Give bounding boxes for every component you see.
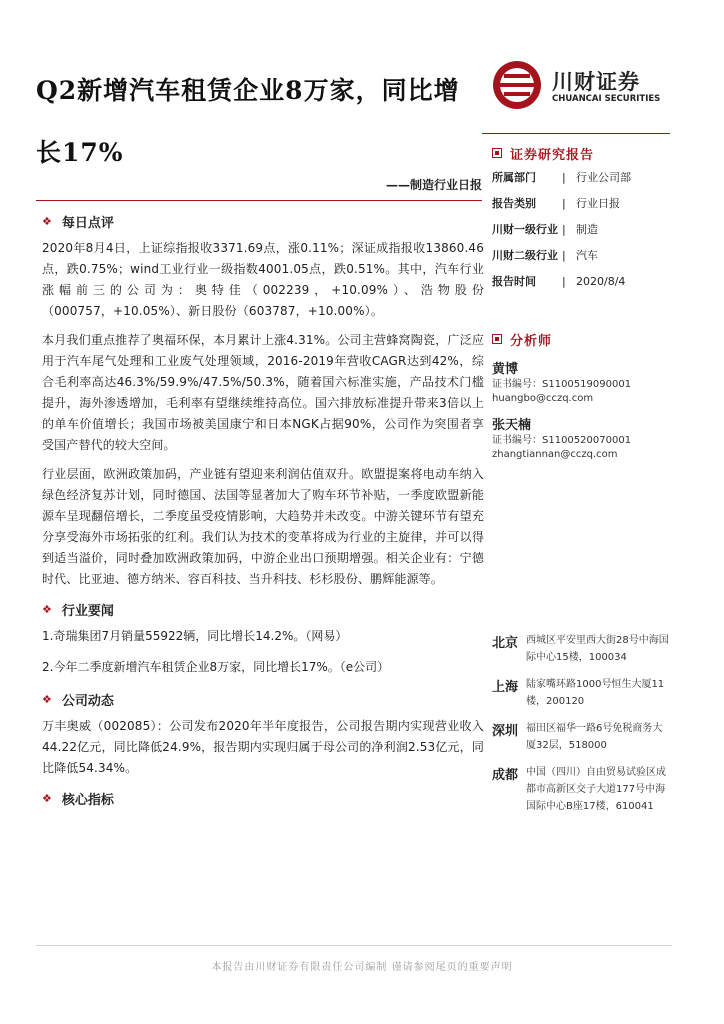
diamond-bullet-icon: ❖ (42, 692, 52, 706)
section-daily-heading (42, 210, 484, 232)
square-bullet-icon (492, 148, 502, 158)
info-row: 川财一级行业 | 制造 (492, 222, 598, 236)
diamond-bullet-icon: ❖ (42, 791, 52, 805)
analyst-cert: 证书编号：S1100520070001 (492, 435, 632, 446)
office-city: 成都 (492, 768, 519, 783)
diamond-bullet-icon: ❖ (42, 602, 52, 616)
analyst-cert: 证书编号：S1100519090001 (492, 379, 632, 390)
analyst-name: 张天楠 (492, 418, 532, 433)
analyst-email[interactable]: zhangtiannan@cczq.com (492, 449, 618, 460)
logo-chinese-text: 川财证券 (552, 70, 640, 94)
main-divider (36, 200, 482, 201)
main-content (42, 204, 484, 809)
info-row: 川财二级行业 | 汽车 (492, 248, 598, 262)
info-row: 报告类别 | 行业日报 (492, 196, 620, 210)
office-city: 深圳 (492, 724, 519, 739)
office-entry (492, 632, 672, 666)
report-subtitle: ——制造行业日报 (385, 178, 482, 192)
report-title: Q2新增汽车租赁企业8万家，同比增长17% (36, 76, 460, 167)
analyst-card (492, 414, 672, 462)
info-row: 所属部门 | 行业公司部 (492, 170, 631, 184)
company-paragraph: 万丰奥威（002085）：公司发布2020年半年度报告，公司报告期内实现营业收入44.22亿元，同比降低24.9%，报告期内实现归属于母公司的净利润2.53亿元，同比降低54.34%。 (42, 719, 484, 775)
chuancai-logo-icon (492, 60, 542, 110)
footer-divider (36, 945, 672, 946)
section-company-heading (42, 688, 484, 710)
news-item: 2.今年二季度新增汽车租赁企业8万家，同比增长17%。（e公司） (42, 660, 390, 674)
analyst-email[interactable]: huangbo@cczq.com (492, 393, 594, 404)
office-address: 西城区平安里西大街28号中海国际中心15楼，100034 (526, 635, 669, 663)
logo-english-text: CHUANCAI SECURITIES (552, 94, 661, 104)
analyst-name: 黄博 (492, 362, 519, 377)
office-address: 福田区福华一路6号免税商务大厦32层，518000 (526, 723, 663, 751)
section-title: 每日点评 (61, 215, 114, 231)
office-city: 上海 (492, 680, 519, 695)
square-bullet-icon (492, 334, 502, 344)
daily-paragraph: 2020年8月4日，上证综指报收3371.69点，涨0.11%；深证成指报收13860.46点，跌0.75%；wind工业行业一级指数4001.05点，跌0.51%。其中，汽车行业涨幅前三的公司为：奥特佳（002239，+10.09%）、浩物股份（000757，+10.05%）、新日股份（603787，+10.00%）。 (42, 241, 484, 318)
office-addresses (492, 632, 672, 825)
analyst-heading: 分析师 (492, 328, 672, 350)
sidebar-top-divider (482, 133, 670, 134)
section-news-heading (42, 598, 484, 620)
report-info-heading: 证券研究报告 (492, 142, 672, 164)
section-title: 公司动态 (61, 693, 114, 709)
office-address: 陆家嘴环路1000号恒生大厦11楼，200120 (526, 679, 665, 707)
company-logo (492, 60, 668, 116)
info-row: 报告时间 | 2020/8/4 (492, 274, 626, 288)
news-item: 1.奇瑞集团7月销量55922辆，同比增长14.2%。（网易） (42, 629, 348, 643)
section-title: 行业要闻 (61, 603, 114, 619)
office-entry (492, 720, 672, 754)
office-entry (492, 676, 672, 710)
sidebar (492, 142, 672, 462)
section-title: 核心指标 (61, 792, 114, 808)
footer-disclaimer: 本报告由川财证券有限责任公司编制 谨请参阅尾页的重要声明 (211, 962, 513, 973)
section-indicators-heading (42, 787, 484, 809)
diamond-bullet-icon: ❖ (42, 214, 52, 228)
office-entry (492, 764, 672, 815)
office-city: 北京 (492, 636, 519, 651)
daily-paragraph: 本月我们重点推荐了奥福环保，本月累计上涨4.31%。公司主营蜂窝陶瓷，广泛应用于汽车尾气处理和工业废气处理领域，2016-2019年营收CAGR达到42%，综合毛利率高达46.3%/59.9%/47.5%/50.3%，随着国六标准实施，产品技术门槛提升，海外渗透增加，毛利率有望继续维持高位。国六排放标准提升带来3倍以上的单车价值增长；我国市场被美国康宁和日本NGK占据90%，公司作为突围者享受国产替代的较大空间。 (42, 333, 484, 452)
daily-paragraph: 行业层面，欧洲政策加码，产业链有望迎来利润估值双升。欧盟提案将电动车纳入绿色经济复苏计划，同时德国、法国等显著加大了购车环节补贴，一季度欧盟新能源车呈现翻倍增长，二季度虽受疫情影响，大趋势并未改变。中游关键环节有望充分享受海外市场拓张的红利。我们认为技术的变革将成为行业的主旋律，并可以得到适当溢价，同时叠加欧洲政策加码，中游企业出口预期增强。相关企业有：宁德时代、比亚迪、德方纳米、容百科技、当升科技、杉杉股份、鹏辉能源等。 (42, 467, 484, 586)
office-address: 中国（四川）自由贸易试验区成都市高新区交子大道177号中海国际中心B座17楼，610041 (526, 767, 666, 812)
analyst-card (492, 358, 672, 406)
